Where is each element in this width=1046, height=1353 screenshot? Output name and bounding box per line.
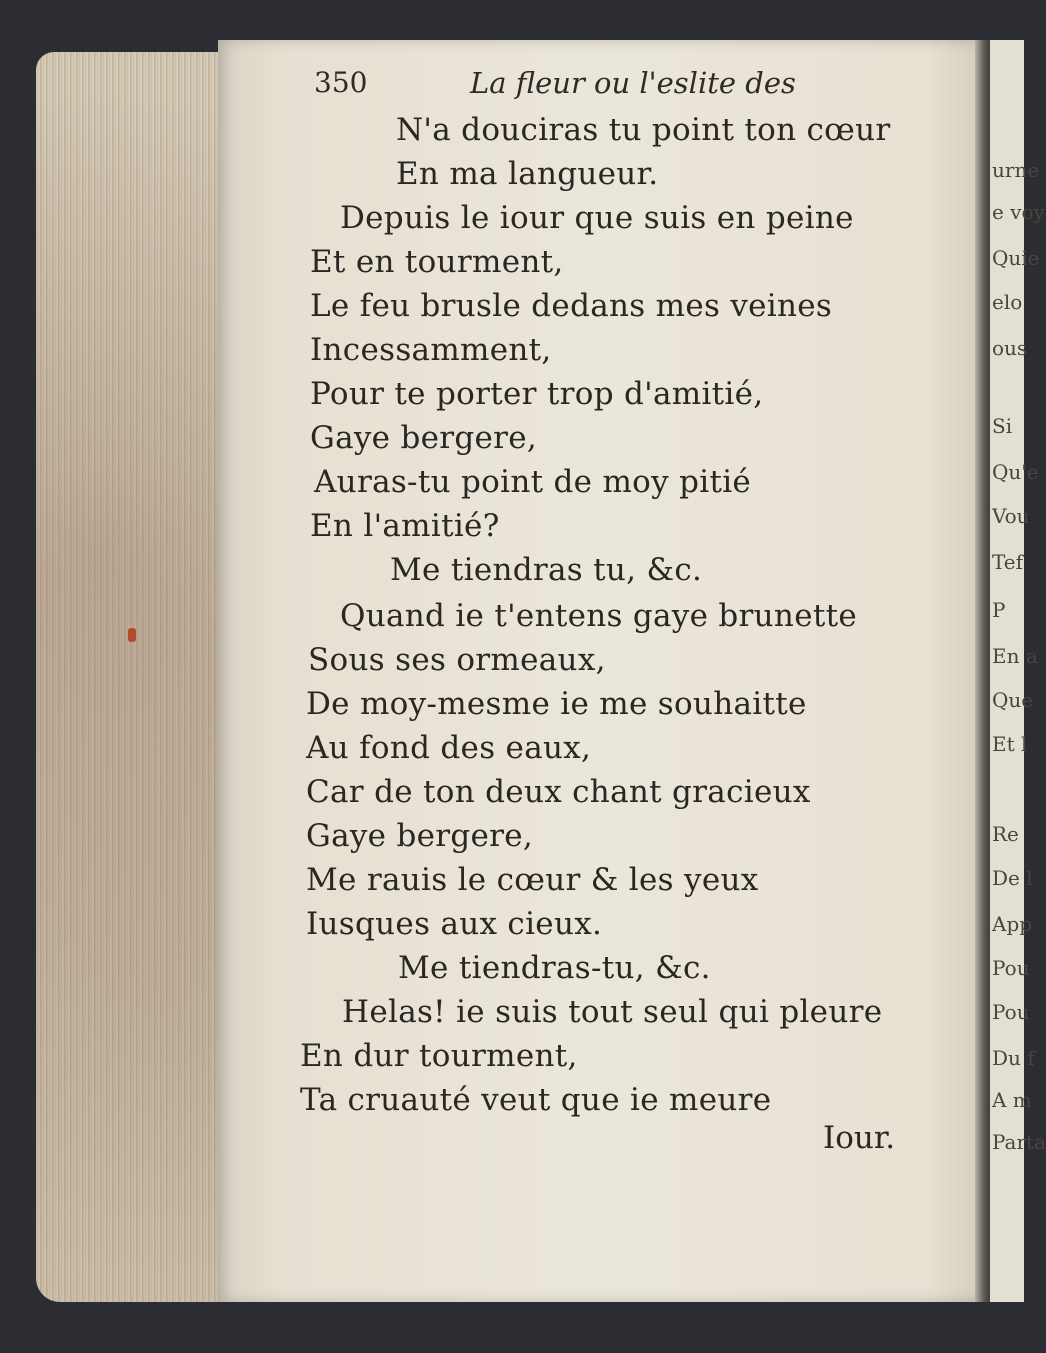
text-line: Gaye bergere, — [306, 818, 534, 854]
text-line: Auras-tu point de moy pitié — [314, 464, 752, 500]
next-page-fragment: Parta — [992, 1130, 1046, 1154]
next-page-fragment: Qu'e — [992, 460, 1039, 484]
next-page-fragment: Re — [992, 822, 1019, 846]
running-title: La fleur ou l'eslite des — [470, 66, 796, 100]
next-page-fragment: ous — [992, 336, 1028, 360]
text-line: Sous ses ormeaux, — [308, 642, 606, 678]
next-page-fragment: Pou — [992, 1000, 1030, 1024]
page-edges — [36, 52, 236, 1302]
text-line: En l'amitié? — [310, 508, 500, 544]
text-line: Au fond des eaux, — [306, 730, 592, 766]
next-page-fragment: A m — [992, 1088, 1032, 1112]
next-page-fragment: Si — [992, 414, 1013, 438]
book-gutter — [975, 40, 991, 1302]
next-page-edge — [990, 40, 1046, 1302]
red-ink-mark — [128, 628, 136, 642]
text-line: Ta cruauté veut que ie meure — [300, 1082, 772, 1118]
text-line: En ma langueur. — [396, 156, 659, 192]
text-line: Me tiendras tu, &c. — [390, 552, 703, 588]
next-page-fragment: Et l — [992, 732, 1028, 756]
next-page-fragment: e voy — [992, 200, 1045, 224]
next-page-fragment: Que — [992, 688, 1034, 712]
next-page-fragment: Tef — [992, 550, 1024, 574]
next-page-fragment: P — [992, 598, 1006, 622]
next-page-fragment: Pou — [992, 956, 1030, 980]
text-line: Gaye bergere, — [310, 420, 538, 456]
text-line: Iusques aux cieux. — [306, 906, 603, 942]
text-line: De moy-mesme ie me souhaitte — [306, 686, 807, 722]
next-page-fragment: En a — [992, 644, 1038, 668]
next-page-fragment: Vou — [992, 504, 1030, 528]
text-line: Me rauis le cœur & les yeux — [306, 862, 759, 898]
next-page-fragment: De l — [992, 866, 1033, 890]
page-header — [300, 66, 820, 106]
text-line: Depuis le iour que suis en peine — [340, 200, 854, 236]
text-line: Car de ton deux chant gracieux — [306, 774, 811, 810]
catchword: Iour. — [823, 1120, 896, 1156]
next-page-fragment: urne — [992, 158, 1040, 182]
page-number: 350 — [314, 66, 368, 99]
text-line: N'a douciras tu point ton cœur — [396, 112, 891, 148]
next-page-fragment: Quie — [992, 246, 1040, 270]
text-line: Helas! ie suis tout seul qui pleure — [342, 994, 883, 1030]
next-page-fragment: App — [992, 912, 1033, 936]
text-line: Pour te porter trop d'amitié, — [310, 376, 764, 412]
text-line: Le feu brusle dedans mes veines — [310, 288, 833, 324]
next-page-fragment: elo — [992, 290, 1023, 314]
text-line: Et en tourment, — [310, 244, 564, 280]
next-page-fragment: Du f — [992, 1046, 1035, 1070]
text-line: Quand ie t'entens gaye brunette — [340, 598, 858, 634]
text-line: Me tiendras-tu, &c. — [398, 950, 711, 986]
text-line: En dur tourment, — [300, 1038, 578, 1074]
text-line: Incessamment, — [310, 332, 552, 368]
